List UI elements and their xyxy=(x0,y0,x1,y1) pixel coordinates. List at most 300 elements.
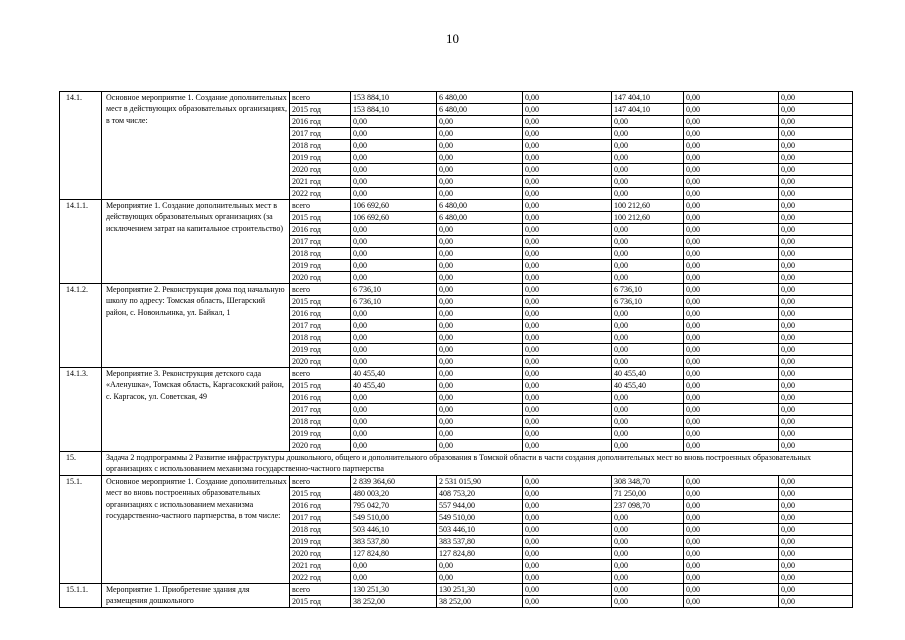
task-code: 15. xyxy=(60,452,102,476)
budget-table xyxy=(59,91,853,608)
amount-cell: 0,00 xyxy=(612,308,684,320)
amount-cell: 0,00 xyxy=(523,416,612,428)
amount-cell: 0,00 xyxy=(523,583,612,595)
amount-cell: 408 753,20 xyxy=(437,487,523,499)
period-cell: всего xyxy=(290,368,351,380)
amount-cell: 0,00 xyxy=(612,176,684,188)
amount-cell: 153 884,10 xyxy=(351,92,437,104)
amount-cell: 0,00 xyxy=(523,380,612,392)
amount-cell: 0,00 xyxy=(523,523,612,535)
amount-cell: 0,00 xyxy=(523,104,612,116)
period-cell: 2018 год xyxy=(290,332,351,344)
table-row xyxy=(60,200,853,212)
amount-cell: 0,00 xyxy=(612,523,684,535)
amount-cell: 6 736,10 xyxy=(612,284,684,296)
amount-cell: 0,00 xyxy=(437,416,523,428)
amount-cell: 0,00 xyxy=(779,344,853,356)
period-cell: 2020 год xyxy=(290,440,351,452)
amount-cell: 0,00 xyxy=(351,332,437,344)
amount-cell: 0,00 xyxy=(523,260,612,272)
amount-cell: 0,00 xyxy=(684,404,779,416)
amount-cell: 0,00 xyxy=(779,416,853,428)
amount-cell: 0,00 xyxy=(437,392,523,404)
amount-cell: 0,00 xyxy=(523,440,612,452)
amount-cell: 0,00 xyxy=(523,332,612,344)
amount-cell: 6 480,00 xyxy=(437,200,523,212)
amount-cell: 0,00 xyxy=(437,368,523,380)
amount-cell: 549 510,00 xyxy=(351,511,437,523)
task-description: Задача 2 подпрограммы 2 Развитие инфраструктуры дошкольного, общего и дополнительного образования в Томской области в части создания дополнительных мест во вновь построенных образовательных организациях с использованием механизма государственно-частного партнерства xyxy=(102,452,853,476)
amount-cell: 0,00 xyxy=(437,308,523,320)
period-cell: 2017 год xyxy=(290,320,351,332)
amount-cell: 0,00 xyxy=(612,224,684,236)
amount-cell: 0,00 xyxy=(351,416,437,428)
amount-cell: 0,00 xyxy=(437,128,523,140)
amount-cell: 0,00 xyxy=(684,535,779,547)
period-cell: 2019 год xyxy=(290,428,351,440)
amount-cell: 0,00 xyxy=(523,547,612,559)
amount-cell: 0,00 xyxy=(684,523,779,535)
amount-cell: 0,00 xyxy=(351,320,437,332)
amount-cell: 0,00 xyxy=(779,368,853,380)
amount-cell: 0,00 xyxy=(523,284,612,296)
amount-cell: 0,00 xyxy=(351,176,437,188)
amount-cell: 0,00 xyxy=(612,344,684,356)
amount-cell: 0,00 xyxy=(437,571,523,583)
amount-cell: 0,00 xyxy=(523,487,612,499)
amount-cell: 0,00 xyxy=(612,320,684,332)
amount-cell: 0,00 xyxy=(523,200,612,212)
amount-cell: 0,00 xyxy=(523,236,612,248)
amount-cell: 0,00 xyxy=(684,380,779,392)
amount-cell: 0,00 xyxy=(351,344,437,356)
amount-cell: 0,00 xyxy=(523,164,612,176)
amount-cell: 0,00 xyxy=(612,332,684,344)
amount-cell: 0,00 xyxy=(523,272,612,284)
amount-cell: 0,00 xyxy=(684,104,779,116)
amount-cell: 100 212,60 xyxy=(612,200,684,212)
period-cell: 2020 год xyxy=(290,272,351,284)
amount-cell: 0,00 xyxy=(684,128,779,140)
amount-cell: 0,00 xyxy=(779,128,853,140)
amount-cell: 127 824,80 xyxy=(437,547,523,559)
amount-cell: 0,00 xyxy=(779,380,853,392)
amount-cell: 795 042,70 xyxy=(351,499,437,511)
period-cell: 2018 год xyxy=(290,140,351,152)
period-cell: 2020 год xyxy=(290,164,351,176)
amount-cell: 0,00 xyxy=(612,188,684,200)
amount-cell: 480 003,20 xyxy=(351,487,437,499)
amount-cell: 0,00 xyxy=(523,188,612,200)
amount-cell: 0,00 xyxy=(612,535,684,547)
period-cell: 2020 год xyxy=(290,356,351,368)
period-cell: 2020 год xyxy=(290,547,351,559)
amount-cell: 130 251,30 xyxy=(437,583,523,595)
amount-cell: 0,00 xyxy=(523,559,612,571)
amount-cell: 0,00 xyxy=(684,440,779,452)
amount-cell: 0,00 xyxy=(351,428,437,440)
amount-cell: 127 824,80 xyxy=(351,547,437,559)
amount-cell: 6 736,10 xyxy=(612,296,684,308)
amount-cell: 0,00 xyxy=(612,595,684,607)
amount-cell: 0,00 xyxy=(684,368,779,380)
period-cell: всего xyxy=(290,284,351,296)
amount-cell: 0,00 xyxy=(437,176,523,188)
amount-cell: 0,00 xyxy=(523,571,612,583)
amount-cell: 2 531 015,90 xyxy=(437,475,523,487)
amount-cell: 0,00 xyxy=(612,236,684,248)
period-cell: 2021 год xyxy=(290,176,351,188)
amount-cell: 0,00 xyxy=(437,440,523,452)
amount-cell: 0,00 xyxy=(351,116,437,128)
amount-cell: 0,00 xyxy=(779,559,853,571)
period-cell: 2018 год xyxy=(290,248,351,260)
amount-cell: 0,00 xyxy=(437,236,523,248)
amount-cell: 0,00 xyxy=(612,140,684,152)
amount-cell: 0,00 xyxy=(779,200,853,212)
measure-description: Основное мероприятие 1. Создание дополнительных мест во вновь построенных образовательных организациях с использованием механизма государственно-частного партнерства, в том числе: xyxy=(102,475,290,583)
amount-cell: 0,00 xyxy=(612,559,684,571)
amount-cell: 0,00 xyxy=(523,128,612,140)
amount-cell: 0,00 xyxy=(779,404,853,416)
amount-cell: 0,00 xyxy=(779,164,853,176)
period-cell: 2015 год xyxy=(290,296,351,308)
amount-cell: 0,00 xyxy=(779,487,853,499)
amount-cell: 0,00 xyxy=(612,571,684,583)
amount-cell: 0,00 xyxy=(684,332,779,344)
amount-cell: 0,00 xyxy=(612,416,684,428)
table-row xyxy=(60,583,853,595)
amount-cell: 383 537,80 xyxy=(351,535,437,547)
amount-cell: 0,00 xyxy=(523,320,612,332)
amount-cell: 0,00 xyxy=(437,428,523,440)
measure-code: 15.1.1. xyxy=(60,583,102,607)
amount-cell: 0,00 xyxy=(684,188,779,200)
amount-cell: 0,00 xyxy=(437,140,523,152)
amount-cell: 0,00 xyxy=(523,499,612,511)
amount-cell: 0,00 xyxy=(779,547,853,559)
period-cell: всего xyxy=(290,200,351,212)
amount-cell: 0,00 xyxy=(684,92,779,104)
amount-cell: 0,00 xyxy=(612,440,684,452)
amount-cell: 0,00 xyxy=(779,140,853,152)
amount-cell: 0,00 xyxy=(351,164,437,176)
amount-cell: 0,00 xyxy=(612,116,684,128)
amount-cell: 0,00 xyxy=(612,272,684,284)
amount-cell: 0,00 xyxy=(351,404,437,416)
amount-cell: 0,00 xyxy=(612,511,684,523)
period-cell: 2019 год xyxy=(290,152,351,164)
amount-cell: 0,00 xyxy=(523,116,612,128)
measure-code: 14.1.1. xyxy=(60,200,102,284)
amount-cell: 0,00 xyxy=(523,224,612,236)
amount-cell: 0,00 xyxy=(523,595,612,607)
amount-cell: 0,00 xyxy=(351,272,437,284)
amount-cell: 0,00 xyxy=(779,224,853,236)
amount-cell: 383 537,80 xyxy=(437,535,523,547)
period-cell: всего xyxy=(290,475,351,487)
measure-description: Мероприятие 1. Приобретение здания для размещения дошкольного xyxy=(102,583,290,607)
amount-cell: 0,00 xyxy=(437,320,523,332)
period-cell: 2015 год xyxy=(290,212,351,224)
amount-cell: 2 839 364,60 xyxy=(351,475,437,487)
amount-cell: 0,00 xyxy=(684,392,779,404)
amount-cell: 0,00 xyxy=(437,272,523,284)
period-cell: всего xyxy=(290,92,351,104)
table-row xyxy=(60,284,853,296)
amount-cell: 0,00 xyxy=(684,547,779,559)
amount-cell: 0,00 xyxy=(612,547,684,559)
amount-cell: 40 455,40 xyxy=(351,380,437,392)
amount-cell: 0,00 xyxy=(523,392,612,404)
table-row xyxy=(60,368,853,380)
amount-cell: 0,00 xyxy=(612,356,684,368)
amount-cell: 0,00 xyxy=(351,356,437,368)
amount-cell: 0,00 xyxy=(523,535,612,547)
period-cell: 2017 год xyxy=(290,511,351,523)
amount-cell: 0,00 xyxy=(779,511,853,523)
period-cell: 2019 год xyxy=(290,260,351,272)
amount-cell: 0,00 xyxy=(684,344,779,356)
table-row xyxy=(60,92,853,104)
amount-cell: 147 404,10 xyxy=(612,104,684,116)
amount-cell: 0,00 xyxy=(779,595,853,607)
amount-cell: 0,00 xyxy=(684,284,779,296)
amount-cell: 0,00 xyxy=(351,248,437,260)
amount-cell: 0,00 xyxy=(437,284,523,296)
period-cell: 2021 год xyxy=(290,559,351,571)
amount-cell: 0,00 xyxy=(684,416,779,428)
amount-cell: 0,00 xyxy=(523,368,612,380)
amount-cell: 0,00 xyxy=(684,356,779,368)
period-cell: 2015 год xyxy=(290,595,351,607)
period-cell: 2019 год xyxy=(290,344,351,356)
amount-cell: 0,00 xyxy=(437,404,523,416)
amount-cell: 0,00 xyxy=(779,571,853,583)
amount-cell: 0,00 xyxy=(779,535,853,547)
amount-cell: 0,00 xyxy=(779,499,853,511)
amount-cell: 106 692,60 xyxy=(351,212,437,224)
amount-cell: 0,00 xyxy=(779,583,853,595)
amount-cell: 0,00 xyxy=(523,475,612,487)
amount-cell: 0,00 xyxy=(523,152,612,164)
amount-cell: 6 480,00 xyxy=(437,104,523,116)
amount-cell: 0,00 xyxy=(779,236,853,248)
amount-cell: 0,00 xyxy=(684,511,779,523)
amount-cell: 0,00 xyxy=(612,260,684,272)
amount-cell: 0,00 xyxy=(779,116,853,128)
task-row xyxy=(60,452,853,476)
amount-cell: 0,00 xyxy=(523,356,612,368)
amount-cell: 0,00 xyxy=(779,272,853,284)
period-cell: 2017 год xyxy=(290,236,351,248)
amount-cell: 0,00 xyxy=(684,559,779,571)
amount-cell: 0,00 xyxy=(779,92,853,104)
amount-cell: 0,00 xyxy=(523,140,612,152)
amount-cell: 0,00 xyxy=(523,404,612,416)
amount-cell: 0,00 xyxy=(437,188,523,200)
amount-cell: 0,00 xyxy=(523,176,612,188)
amount-cell: 106 692,60 xyxy=(351,200,437,212)
amount-cell: 6 480,00 xyxy=(437,92,523,104)
amount-cell: 6 480,00 xyxy=(437,212,523,224)
amount-cell: 0,00 xyxy=(779,428,853,440)
amount-cell: 237 098,70 xyxy=(612,499,684,511)
amount-cell: 0,00 xyxy=(779,296,853,308)
amount-cell: 0,00 xyxy=(684,320,779,332)
amount-cell: 0,00 xyxy=(437,344,523,356)
amount-cell: 0,00 xyxy=(779,392,853,404)
period-cell: 2022 год xyxy=(290,571,351,583)
measure-code: 14.1.3. xyxy=(60,368,102,452)
period-cell: 2016 год xyxy=(290,392,351,404)
period-cell: 2018 год xyxy=(290,523,351,535)
amount-cell: 557 944,00 xyxy=(437,499,523,511)
amount-cell: 0,00 xyxy=(684,272,779,284)
amount-cell: 0,00 xyxy=(523,296,612,308)
amount-cell: 0,00 xyxy=(437,260,523,272)
amount-cell: 0,00 xyxy=(684,116,779,128)
page-number: 10 xyxy=(446,31,459,46)
amount-cell: 0,00 xyxy=(437,356,523,368)
amount-cell: 0,00 xyxy=(437,296,523,308)
amount-cell: 0,00 xyxy=(612,128,684,140)
amount-cell: 0,00 xyxy=(684,475,779,487)
amount-cell: 147 404,10 xyxy=(612,92,684,104)
amount-cell: 0,00 xyxy=(351,571,437,583)
amount-cell: 0,00 xyxy=(437,332,523,344)
amount-cell: 0,00 xyxy=(612,428,684,440)
amount-cell: 0,00 xyxy=(684,428,779,440)
amount-cell: 0,00 xyxy=(351,392,437,404)
amount-cell: 0,00 xyxy=(684,176,779,188)
amount-cell: 0,00 xyxy=(351,559,437,571)
amount-cell: 0,00 xyxy=(437,248,523,260)
amount-cell: 0,00 xyxy=(351,188,437,200)
amount-cell: 0,00 xyxy=(684,212,779,224)
amount-cell: 0,00 xyxy=(684,499,779,511)
amount-cell: 0,00 xyxy=(351,308,437,320)
amount-cell: 308 348,70 xyxy=(612,475,684,487)
amount-cell: 0,00 xyxy=(779,356,853,368)
amount-cell: 0,00 xyxy=(779,176,853,188)
amount-cell: 0,00 xyxy=(437,152,523,164)
amount-cell: 0,00 xyxy=(612,164,684,176)
measure-code: 14.1. xyxy=(60,92,102,200)
amount-cell: 0,00 xyxy=(523,308,612,320)
measure-description: Мероприятие 1. Создание дополнительных мест в действующих образовательных организациях (за исключением затрат на капитальное строительство) xyxy=(102,200,290,284)
amount-cell: 0,00 xyxy=(684,236,779,248)
amount-cell: 0,00 xyxy=(351,152,437,164)
amount-cell: 0,00 xyxy=(612,392,684,404)
measure-description: Мероприятие 3. Реконструкция детского сада «Аленушка», Томская область, Каргасокский район, с. Каргасок, ул. Советская, 49 xyxy=(102,368,290,452)
amount-cell: 0,00 xyxy=(684,583,779,595)
amount-cell: 0,00 xyxy=(684,224,779,236)
amount-cell: 0,00 xyxy=(779,475,853,487)
amount-cell: 0,00 xyxy=(523,428,612,440)
amount-cell: 0,00 xyxy=(351,140,437,152)
measure-description: Мероприятие 2. Реконструкция дома под начальную школу по адресу: Томская область, Шегарский район, с. Новоильинка, ул. Байкал, 1 xyxy=(102,284,290,368)
period-cell: 2015 год xyxy=(290,487,351,499)
period-cell: 2019 год xyxy=(290,535,351,547)
period-cell: 2017 год xyxy=(290,128,351,140)
amount-cell: 0,00 xyxy=(612,583,684,595)
amount-cell: 0,00 xyxy=(779,212,853,224)
amount-cell: 130 251,30 xyxy=(351,583,437,595)
amount-cell: 0,00 xyxy=(779,260,853,272)
period-cell: 2017 год xyxy=(290,404,351,416)
amount-cell: 6 736,10 xyxy=(351,296,437,308)
amount-cell: 0,00 xyxy=(779,332,853,344)
amount-cell: 0,00 xyxy=(779,308,853,320)
period-cell: 2016 год xyxy=(290,308,351,320)
amount-cell: 0,00 xyxy=(351,236,437,248)
amount-cell: 549 510,00 xyxy=(437,511,523,523)
amount-cell: 0,00 xyxy=(779,188,853,200)
period-cell: 2022 год xyxy=(290,188,351,200)
period-cell: 2016 год xyxy=(290,224,351,236)
period-cell: 2018 год xyxy=(290,416,351,428)
amount-cell: 0,00 xyxy=(779,152,853,164)
period-cell: 2015 год xyxy=(290,380,351,392)
amount-cell: 0,00 xyxy=(351,260,437,272)
amount-cell: 0,00 xyxy=(684,248,779,260)
period-cell: 2015 год xyxy=(290,104,351,116)
amount-cell: 0,00 xyxy=(523,212,612,224)
amount-cell: 0,00 xyxy=(523,511,612,523)
period-cell: 2016 год xyxy=(290,116,351,128)
period-cell: 2016 год xyxy=(290,499,351,511)
table-row xyxy=(60,475,853,487)
amount-cell: 100 212,60 xyxy=(612,212,684,224)
amount-cell: 0,00 xyxy=(684,164,779,176)
amount-cell: 6 736,10 xyxy=(351,284,437,296)
amount-cell: 0,00 xyxy=(779,320,853,332)
amount-cell: 0,00 xyxy=(612,404,684,416)
amount-cell: 0,00 xyxy=(779,104,853,116)
amount-cell: 0,00 xyxy=(523,92,612,104)
amount-cell: 0,00 xyxy=(437,164,523,176)
amount-cell: 503 446,10 xyxy=(351,523,437,535)
amount-cell: 0,00 xyxy=(684,260,779,272)
amount-cell: 0,00 xyxy=(612,152,684,164)
amount-cell: 0,00 xyxy=(437,380,523,392)
amount-cell: 0,00 xyxy=(351,128,437,140)
amount-cell: 0,00 xyxy=(684,487,779,499)
amount-cell: 0,00 xyxy=(437,224,523,236)
measure-description: Основное мероприятие 1. Создание дополнительных мест в действующих образовательных организациях, в том числе: xyxy=(102,92,290,200)
amount-cell: 71 250,00 xyxy=(612,487,684,499)
amount-cell: 0,00 xyxy=(779,523,853,535)
measure-code: 14.1.2. xyxy=(60,284,102,368)
amount-cell: 0,00 xyxy=(779,440,853,452)
amount-cell: 153 884,10 xyxy=(351,104,437,116)
amount-cell: 0,00 xyxy=(523,344,612,356)
amount-cell: 503 446,10 xyxy=(437,523,523,535)
amount-cell: 0,00 xyxy=(779,248,853,260)
period-cell: всего xyxy=(290,583,351,595)
amount-cell: 0,00 xyxy=(779,284,853,296)
amount-cell: 0,00 xyxy=(437,559,523,571)
amount-cell: 0,00 xyxy=(437,116,523,128)
amount-cell: 40 455,40 xyxy=(351,368,437,380)
amount-cell: 0,00 xyxy=(684,152,779,164)
measure-code: 15.1. xyxy=(60,475,102,583)
amount-cell: 0,00 xyxy=(684,296,779,308)
amount-cell: 38 252,00 xyxy=(351,595,437,607)
amount-cell: 0,00 xyxy=(684,308,779,320)
amount-cell: 0,00 xyxy=(523,248,612,260)
